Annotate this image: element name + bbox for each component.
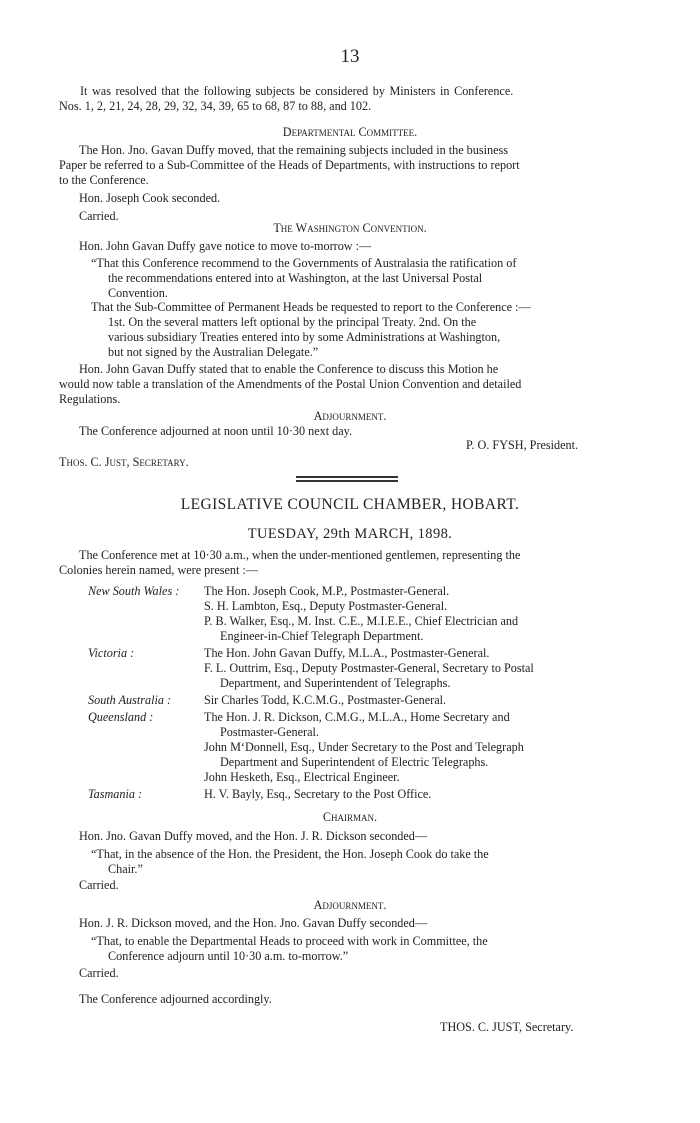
quote4-line-1: “That, to enable the Departmental Heads to proceed with work in Committee, the	[91, 934, 488, 948]
resolution-line-2: Nos. 1, 2, 21, 24, 28, 29, 32, 34, 39, 65 to 68, 87 to 88, and 102.	[59, 99, 372, 113]
member-qld-1-cont: Postmaster-General.	[220, 725, 319, 739]
adjourn-motion-line: Hon. J. R. Dickson moved, and the Hon. Jno. Gavan Duffy seconded—	[79, 916, 428, 930]
chair-motion-line: Hon. Jno. Gavan Duffy moved, and the Hon. J. R. Dickson seconded—	[79, 829, 428, 843]
statement-line-1: Hon. John Gavan Duffy stated that to enable the Conference to discuss this Motion he	[79, 362, 499, 376]
heading-departmental-committee: Departmental Committee.	[282, 125, 418, 139]
member-qld-1: The Hon. J. R. Dickson, C.M.G., M.L.A., Home Secretary and	[204, 710, 510, 724]
member-vic-2-cont: Department, and Superintendent of Telegraphs.	[220, 676, 451, 690]
member-qld-2: John M‘Donnell, Esq., Under Secretary to the Post and Telegraph	[204, 740, 524, 754]
section-rule-top	[296, 476, 398, 478]
seconded-line: Hon. Joseph Cook seconded.	[79, 191, 221, 205]
attendance-line-1: The Conference met at 10·30 a.m., when the under-mentioned gentlemen, representing the	[79, 548, 521, 562]
member-tas-1: H. V. Bayly, Esq., Secretary to the Post Office.	[204, 787, 432, 801]
carried-line-3: Carried.	[79, 966, 119, 980]
quote3-line-2: Chair.”	[108, 862, 143, 876]
heading-adjournment-1: Adjournment.	[313, 409, 387, 423]
heading-washington-convention: The Washington Convention.	[273, 221, 427, 235]
adjourned-line: The Conference adjourned at noon until 10·30 next day.	[79, 424, 353, 438]
statement-line-2: would now table a translation of the Amendments of the Postal Union Convention and detailed	[59, 377, 522, 391]
secretary-signature-1: Thos. C. Just, Secretary.	[59, 455, 189, 469]
member-qld-2-cont: Department and Superintendent of Electric Telegraphs.	[220, 755, 489, 769]
carried-line-1: Carried.	[79, 209, 119, 223]
secretary-signature-2: THOS. C. JUST, Secretary.	[440, 1020, 574, 1034]
colony-queensland: Queensland :	[88, 710, 154, 724]
member-nsw-1: The Hon. Joseph Cook, M.P., Postmaster-General.	[204, 584, 450, 598]
quote1-line-1: “That this Conference recommend to the Governments of Australasia the ratification of	[91, 256, 517, 270]
quote2-line-4: but not signed by the Australian Delegate.”	[108, 345, 319, 359]
motion-line-2: Paper be referred to a Sub-Committee of the Heads of Departments, with instructions to report	[59, 158, 520, 172]
page-number: 13	[340, 46, 360, 67]
president-signature: P. O. FYSH, President.	[466, 438, 579, 452]
quote2-line-3: various subsidiary Treaties entered into by some Administrations at Washington,	[108, 330, 501, 344]
quote1-line-2: the recommendations entered into at Washington, at the last Universal Postal	[108, 271, 483, 285]
heading-adjournment-2: Adjournment.	[313, 898, 387, 912]
attendance-line-2: Colonies herein named, were present :—	[59, 563, 258, 577]
section-rule-bottom	[296, 480, 398, 482]
motion-line-1: The Hon. Jno. Gavan Duffy moved, that the remaining subjects included in the business	[79, 143, 508, 157]
member-qld-3: John Hesketh, Esq., Electrical Engineer.	[204, 770, 400, 784]
quote2-line-1: That the Sub-Committee of Permanent Heads be requested to report to the Conference :—	[91, 300, 531, 314]
notice-line: Hon. John Gavan Duffy gave notice to move to-morrow :—	[79, 239, 372, 253]
member-sa-1: Sir Charles Todd, K.C.M.G., Postmaster-General.	[204, 693, 447, 707]
heading-chairman: Chairman.	[322, 810, 378, 824]
quote1-line-3: Convention.	[108, 286, 168, 300]
resolution-line-1: It was resolved that the following subjects be considered by Ministers in Conference.	[80, 84, 514, 98]
colony-south-australia: South Australia :	[88, 693, 172, 707]
colony-victoria: Victoria :	[88, 646, 135, 660]
quote4-line-2: Conference adjourn until 10·30 a.m. to-morrow.”	[108, 949, 349, 963]
statement-line-3: Regulations.	[59, 392, 121, 406]
colony-new-south-wales: New South Wales :	[88, 584, 180, 598]
quote3-line-1: “That, in the absence of the Hon. the President, the Hon. Joseph Cook do take the	[91, 847, 489, 861]
member-vic-1: The Hon. John Gavan Duffy, M.L.A., Postmaster-General.	[204, 646, 490, 660]
member-nsw-3: P. B. Walker, Esq., M. Inst. C.E., M.I.E.E., Chief Electrician and	[204, 614, 519, 628]
member-nsw-3-cont: Engineer-in-Chief Telegraph Department.	[220, 629, 424, 643]
member-nsw-2: S. H. Lambton, Esq., Deputy Postmaster-General.	[204, 599, 448, 613]
quote2-line-2: 1st. On the several matters left optional by the principal Treaty. 2nd. On the	[108, 315, 477, 329]
carried-line-2: Carried.	[79, 878, 119, 892]
motion-line-3: to the Conference.	[59, 173, 149, 187]
venue-heading: LEGISLATIVE COUNCIL CHAMBER, HOBART.	[180, 496, 520, 513]
member-vic-2: F. L. Outtrim, Esq., Deputy Postmaster-General, Secretary to Postal	[204, 661, 534, 675]
colony-tasmania: Tasmania :	[88, 787, 143, 801]
closing-line: The Conference adjourned accordingly.	[79, 992, 272, 1006]
date-heading: TUESDAY, 29th MARCH, 1898.	[247, 526, 453, 542]
